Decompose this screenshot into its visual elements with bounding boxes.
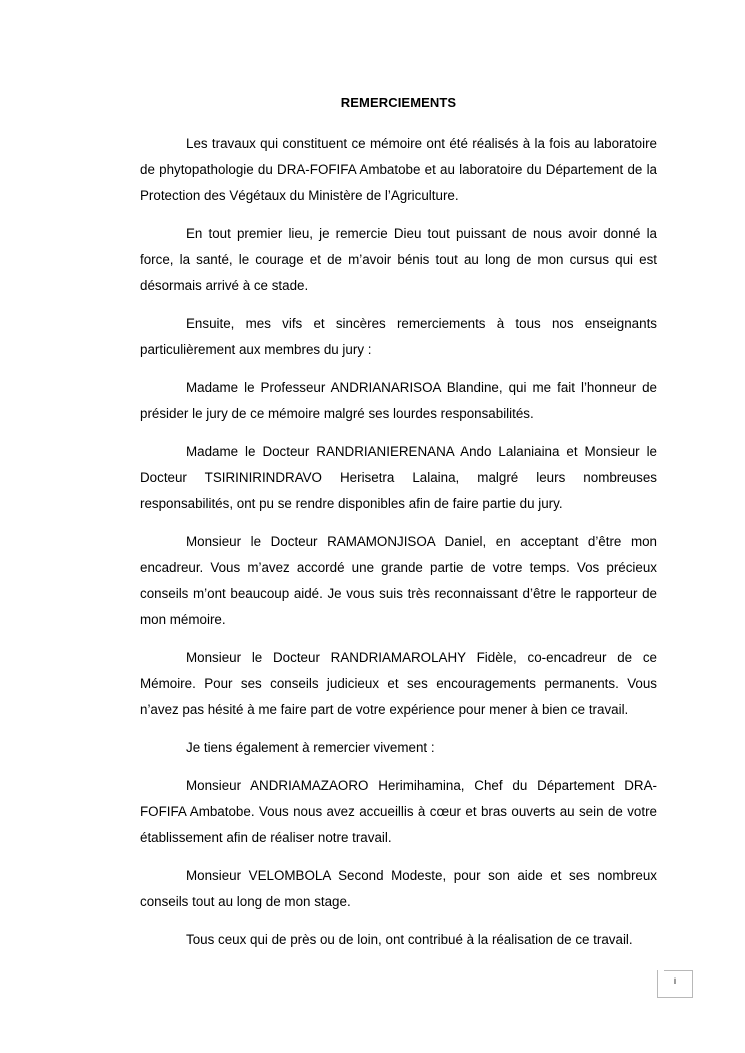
paragraph-supervisor: Monsieur le Docteur RAMAMONJISOA Daniel, en acceptant d’être mon encadreur. Vous m’avez accordé une grande partie de votre temps. Vos précieux conseils m’ont beaucoup aidé. Je vous suis très reconnaissant d’être le rapporteur de mon mémoire. (140, 534, 657, 627)
paragraph-everyone: Tous ceux qui de près ou de loin, ont contribué à la réalisation de ce travail. (186, 932, 633, 947)
paragraph-co-supervisor: Monsieur le Docteur RANDRIAMAROLAHY Fidèle, co-encadreur de ce Mémoire. Pour ses conseils judicieux et ses encouragements permanents. Vous n’avez pas hésité à me faire part de votre expérience pour mener à bien ce travail. (140, 650, 657, 717)
paragraph-context: Les travaux qui constituent ce mémoire ont été réalisés à la fois au laboratoire de phytopathologie du DRA-FOFIFA Ambatobe et au laboratoire du Département de la Protection des Végétaux du Ministère de l’Agriculture. (140, 136, 657, 203)
paragraph-thanks-teachers: Ensuite, mes vifs et sincères remerciements à tous nos enseignants particulièrement aux membres du jury : (140, 316, 657, 357)
paragraph-thanks-god: En tout premier lieu, je remercie Dieu tout puissant de nous avoir donné la force, la santé, le courage et de m’avoir bénis tout au long de mon cursus qui est désormais arrivé à ce stade. (140, 226, 657, 293)
paragraph-jury-president: Madame le Professeur ANDRIANARISOA Blandine, qui me fait l’honneur de présider le jury de ce mémoire malgré ses lourdes responsabilités. (140, 380, 657, 421)
paragraph-department-head: Monsieur ANDRIAMAZAORO Herimihamina, Chef du Département DRA-FOFIFA Ambatobe. Vous nous avez accueillis à cœur et bras ouverts au sein de votre établissement afin de réaliser notre travail. (140, 778, 657, 845)
paragraph-stage-helper: Monsieur VELOMBOLA Second Modeste, pour son aide et ses nombreux conseils tout au long de mon stage. (140, 868, 657, 909)
paragraph-also-thank: Je tiens également à remercier vivement : (186, 740, 435, 755)
paragraph-jury-members: Madame le Docteur RANDRIANIERENANA Ando Lalaniaina et Monsieur le Docteur TSIRINIRINDRAVO Herisetra Lalaina, malgré leurs nombreuses responsabilités, ont pu se rendre disponibles afin de faire partie du jury. (140, 444, 657, 511)
page-title: REMERCIEMENTS (340, 95, 457, 110)
document-body (140, 131, 657, 965)
page-number: i (657, 970, 693, 998)
